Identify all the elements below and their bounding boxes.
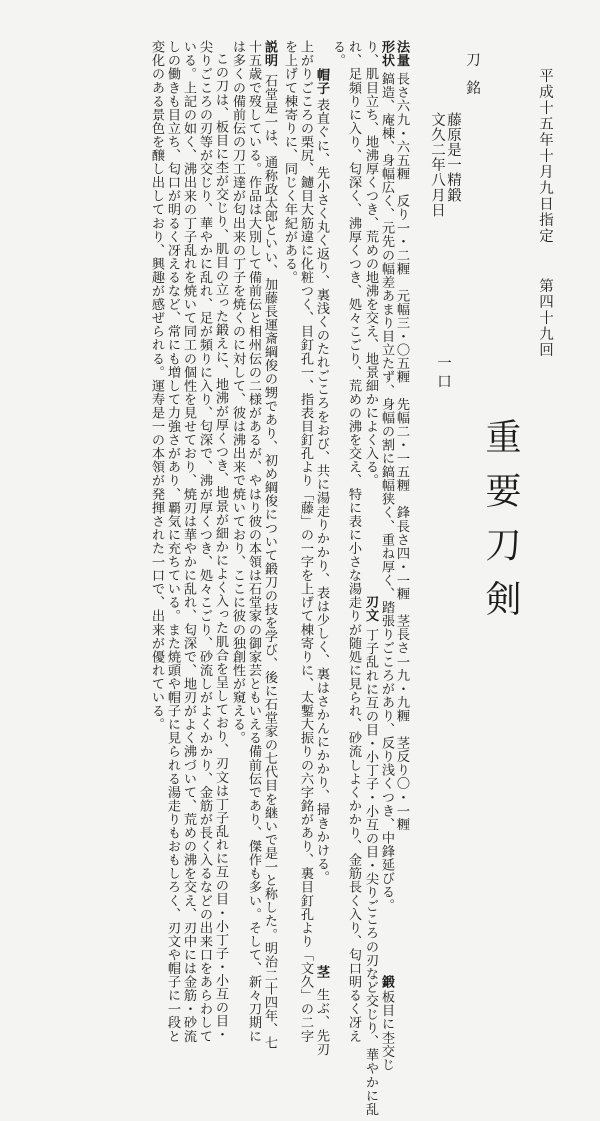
- body-line-2: れ、足頻りに入り、匂深く、沸厚くつき、処々こごり、荒めの沸を交え、特に表に小さな湯走りが随処に見られ、砂流しよくかかり、金筋長く入り、匂口明るく冴え: [346, 40, 361, 1043]
- body-line-4: 上がりごころの栗尻、鑢目大筋違に化粧つく、目釘孔一、指表目釘孔より「藤」の一字を上げて棟寄りに、太鏨大振りの六字銘があり、裏目釘孔より「文久」の二字: [298, 40, 313, 1043]
- mei-line-2: 文久二年八月日: [429, 112, 445, 218]
- nakago-label: 茎: [314, 965, 329, 979]
- setsumei-line-3: は多くの備前伝の刀工達が匂出来の丁子を焼くのに対して、彼は沸出来で焼いており、ここに彼の独創性が窺える。: [230, 40, 245, 745]
- page-title: 重要刀剣: [480, 418, 521, 634]
- body-line-1: り、肌目立ち、地沸厚くつき、荒めの地沸を交え、地景細かによく入る。: [363, 40, 378, 488]
- setsumei-line-8: 変化のある景色を醸し出しており、興趣が感ぜられる。運寿是一の本領が発揮された一口で、出来が優れている。: [149, 40, 164, 732]
- nakago-text: 生ぶ、先刃: [314, 988, 329, 1056]
- hamon-label: 刃文: [363, 595, 378, 623]
- keijo-text: 鎬造、庵棟、身幅広く、元先の幅差あまり目立たず、身幅の割に鎬幅狭く、重ね厚く、踏張りごころがあり、反り浅くつき、中鋒延びる。: [379, 72, 394, 913]
- mei-line-1: 藤原是一精鍛: [445, 112, 461, 203]
- body-line-3: る。: [330, 40, 345, 68]
- mei-label: 銘: [464, 80, 480, 95]
- boshi-text: 表直ぐに、先小さく丸く返り、裏浅くのたれごころをおび、共に湯走りかかり、表は少しく、裏はさかんにかかり、掃きかける。: [314, 98, 329, 884]
- kitae-text: 板目に杢交じ: [379, 990, 394, 1072]
- designation-date: 平成十五年十月九日指定: [537, 68, 553, 244]
- setsumei-line-5: 尖りごころの刃等が交じり、華やかに乱れ、足が頻りに入り、匂深で、沸が厚くつき、処々こごり、砂流しがよくかかり、金筋が長く入るなどの出来口をあらわして: [197, 40, 212, 1043]
- setsumei-line-1: 石堂是一は、通称政太郎といい、加藤長運斎綱俊の甥であり、初め綱俊について鍛刀の技を学び、後に石堂家の七代目を継いで是一と称した。明治二十四年、七: [262, 74, 277, 1050]
- kitae-label: 鍛: [379, 975, 394, 989]
- body-line-5: を上げて棟寄りに、同じく年紀がある。: [282, 40, 297, 284]
- session-number: 第四十九回: [537, 278, 553, 358]
- sword-count: 一口: [435, 355, 451, 392]
- keijo-label: 形状: [379, 40, 394, 68]
- hamon-text: 丁子乱れに互の目・小丁子・小互の目・尖りごころの刃など交じり、華やかに乱: [363, 628, 378, 1116]
- setsumei-label: 説明: [262, 40, 277, 68]
- setsumei-line-4: この刀は、板目に杢が交じり、肌目の立った鍛えに、地沸が厚くつき、地景が細かによく入った肌合を呈しており、刃文は丁子乱れに互の目・小丁子・小互の目・: [213, 52, 228, 1042]
- setsumei-line-6: いる。上記の如く、沸出来の丁子乱れを焼いて同工の個性を見せており、焼刃は華やかに乱れ、匂深で、地刃がよく沸づいて、荒めの沸を交え、刃中には金筋・砂流: [181, 40, 196, 1043]
- houryou-text: 長さ六九・六五糎 反り一・二糎 元幅三・〇五糎 先幅二・一五糎 鋒長さ四・一糎 茎長さ一九・九糎 茎反り〇・一糎: [394, 72, 409, 831]
- setsumei-line-7: しの働きも目立ち、匂口が明るく冴えるなど、常にも増して力強さがあり、覇気に充ちている。また焼頭や帽子に見られる湯走りもおもしろく、刃文や帽子に一段と: [165, 40, 180, 1043]
- houryou-label: 法量: [394, 40, 409, 68]
- sword-category: 刀: [464, 52, 480, 67]
- boshi-label: 帽子: [314, 68, 329, 96]
- setsumei-line-2: 十五歳で歿している。作品は大別して備前伝と相州伝の二様があるが、やはり彼の本領は石堂家の御家芸ともいえる備前伝であり、傑作も多い。そして、新々刀期に: [246, 40, 261, 1043]
